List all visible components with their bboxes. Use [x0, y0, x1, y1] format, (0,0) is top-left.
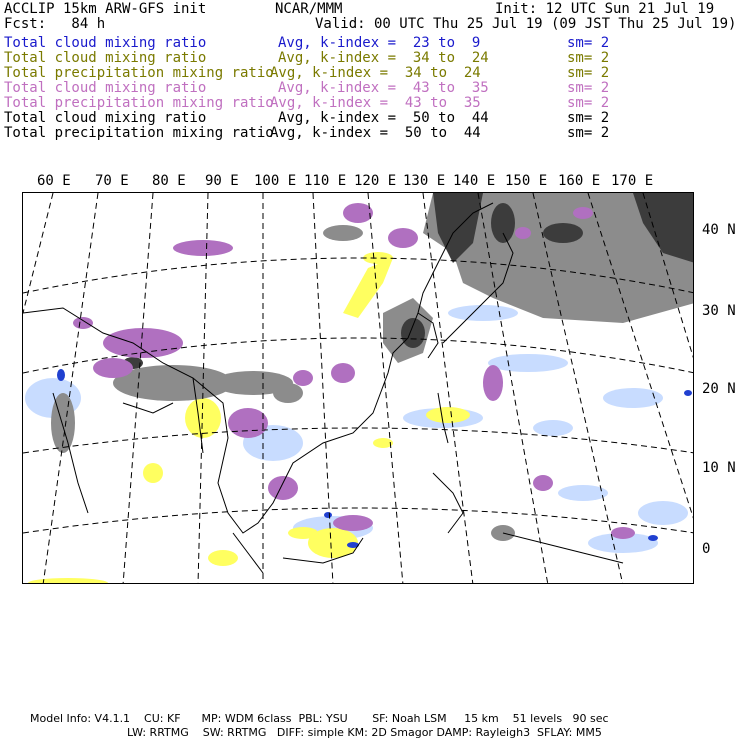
weather-map [22, 192, 694, 584]
lat-label: 0 [702, 541, 711, 557]
lon-label: 170 E [611, 173, 654, 189]
lon-label: 160 E [558, 173, 601, 189]
field-avg: Avg, k-index = 50 to 44 [278, 110, 489, 126]
field-name: Total cloud mixing ratio [4, 80, 207, 96]
field-name: Total precipitation mixing ratio [4, 95, 274, 111]
field-sm: sm= 2 [567, 50, 610, 66]
field-sm: sm= 2 [567, 125, 610, 141]
field-avg: Avg, k-index = 34 to 24 [278, 50, 489, 66]
map-title: ACCLIP 15km ARW-GFS init [4, 1, 207, 17]
valid-time: Valid: 00 UTC Thu 25 Jul 19 (09 JST Thu 25 Jul 19) [315, 16, 737, 32]
field-avg: Avg, k-index = 23 to 9 [278, 35, 481, 51]
field-avg: Avg, k-index = 50 to 44 [270, 125, 481, 141]
model-info-line2: LW: RRTMG SW: RRTMG DIFF: simple KM: 2D Smagor DAMP: Rayleigh3 SFLAY: MM5 [127, 726, 602, 739]
field-name: Total cloud mixing ratio [4, 35, 207, 51]
lon-label: 90 E [205, 173, 239, 189]
field-name: Total precipitation mixing ratio [4, 65, 274, 81]
lon-label: 140 E [453, 173, 496, 189]
lon-label: 60 E [37, 173, 71, 189]
field-name: Total precipitation mixing ratio [4, 125, 274, 141]
init-time: Init: 12 UTC Sun 21 Jul 19 [495, 1, 715, 17]
field-avg: Avg, k-index = 43 to 35 [270, 95, 481, 111]
center-label: NCAR/MMM [275, 1, 343, 17]
lon-label: 80 E [152, 173, 186, 189]
lat-label: 40 N [702, 222, 736, 238]
map-canvas [23, 193, 694, 584]
field-name: Total cloud mixing ratio [4, 110, 207, 126]
field-avg: Avg, k-index = 43 to 35 [278, 80, 489, 96]
lon-label: 100 E [254, 173, 297, 189]
forecast-hour: Fcst: 84 h [4, 16, 106, 32]
lon-label: 150 E [505, 173, 548, 189]
lon-label: 120 E [354, 173, 397, 189]
field-sm: sm= 2 [567, 80, 610, 96]
model-info-line1: Model Info: V4.1.1 CU: KF MP: WDM 6class PBL: YSU SF: Noah LSM 15 km 51 levels 90 sec [30, 712, 609, 725]
lat-label: 10 N [702, 460, 736, 476]
field-sm: sm= 2 [567, 95, 610, 111]
field-sm: sm= 2 [567, 35, 610, 51]
field-sm: sm= 2 [567, 110, 610, 126]
field-name: Total cloud mixing ratio [4, 50, 207, 66]
lat-label: 20 N [702, 381, 736, 397]
lon-label: 130 E [403, 173, 446, 189]
lon-label: 110 E [304, 173, 347, 189]
field-sm: sm= 2 [567, 65, 610, 81]
lon-label: 70 E [95, 173, 129, 189]
field-avg: Avg, k-index = 34 to 24 [270, 65, 481, 81]
lat-label: 30 N [702, 303, 736, 319]
